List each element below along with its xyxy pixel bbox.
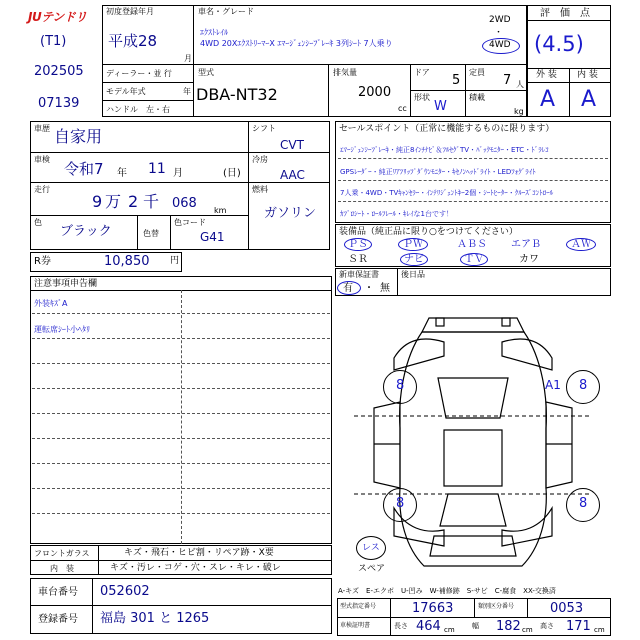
drive-dot: ・ — [494, 28, 504, 38]
first-reg-month-suffix: 月 — [184, 54, 192, 63]
type-code-value: 17663 — [412, 601, 454, 616]
fuel-value: ガソリン — [264, 206, 317, 221]
eq-ps: ＰＳ — [348, 239, 368, 250]
recycle-yen: 円 — [170, 256, 180, 266]
interior-row-value: キズ・汚レ・コゲ・穴・スレ・キレ・破レ — [110, 563, 281, 573]
type-code-label: 型式指定番号 — [340, 603, 377, 610]
ac-value: AAC — [280, 168, 305, 182]
car-grade: 4WD 20XｴｸｽﾄﾘｰﾏｰX ｴﾏｰｼﾞｪﾝｼｰﾌﾞﾚｰｷ 3列ｼｰﾄ 7人乗り — [200, 39, 393, 48]
brand-logo — [28, 6, 100, 22]
mileage-man-unit: 万 — [105, 192, 122, 211]
chassis-value: 052602 — [100, 584, 150, 599]
tire-fr: 8 — [579, 378, 588, 393]
km-unit: km — [214, 206, 227, 215]
class-code-value: 0053 — [550, 601, 584, 616]
score-label: 評 価 点 — [540, 8, 590, 19]
eq-sr: ＳＲ — [348, 254, 368, 265]
eq-leather: カワ — [519, 254, 539, 265]
width-unit: cm — [522, 626, 533, 634]
model-label: 型式 — [198, 68, 214, 77]
door-value: 5 — [452, 73, 461, 88]
displacement-label: 排気量 — [333, 68, 357, 77]
eq-navi: ナビ — [404, 254, 424, 265]
usage-value: 自家用 — [54, 127, 103, 146]
inspection-month-suffix: 月 — [173, 168, 183, 179]
car-name-label: 車名・グレード — [198, 7, 254, 16]
load-label: 積載 — [469, 93, 485, 102]
inspection-day: (日) — [223, 168, 241, 179]
eq-aw: ＡＷ — [571, 239, 591, 250]
warranty-yes: 有 — [343, 283, 353, 294]
mileage-rest: 068 — [172, 196, 197, 211]
dealer-label: ディーラー・並 行 — [106, 69, 172, 78]
capacity-value: 7 — [503, 73, 512, 88]
front-glass-label: フロントガラス — [34, 549, 90, 558]
cc-unit: cc — [398, 104, 407, 113]
eq-airbag: エアＢ — [511, 239, 541, 250]
drive-4wd: 4WD — [489, 40, 511, 50]
usage-label: 車歴 — [34, 124, 50, 133]
recycle-label: R券 — [34, 256, 51, 267]
color-label: 色 — [34, 218, 42, 227]
lot-code-3: 07139 — [38, 96, 80, 111]
plate-label: 登録番号 — [38, 614, 78, 625]
warranty-no: 無 — [380, 283, 390, 294]
spare-label: スペア — [358, 564, 386, 574]
tire-fl: 8 — [396, 378, 405, 393]
interior-row-label: 内 装 — [50, 564, 74, 573]
recycle-value: 10,850 — [104, 254, 150, 269]
capacity-label: 定員 — [469, 68, 485, 77]
sales-point-3: 7人乗・4WD・TVｷｬﾝｾﾗｰ・ｲﾝﾃﾘｼﾞｪﾝﾄｷｰ2個・ｼｰﾄﾋｰﾀｰ・ｸﾙｰｽﾞｺﾝﾄﾛｰﾙ — [340, 189, 554, 197]
warranty-label: 新車保証書 — [339, 270, 379, 279]
height-label: 高さ — [540, 622, 554, 630]
interior-label: 内 装 — [577, 70, 598, 80]
shift-value: CVT — [280, 138, 304, 152]
shape-value: W — [434, 99, 447, 114]
note-2: 運転席ｼｰﾄ小ﾍﾀﾘ — [34, 325, 90, 334]
note-1: 外装ｷｽﾞA — [34, 299, 68, 308]
model-year-suffix: 年 — [183, 87, 191, 96]
eq-tv: ＴＶ — [464, 254, 484, 265]
tire-rl: 8 — [396, 496, 405, 511]
length-unit: cm — [444, 626, 455, 634]
kg-unit: kg — [514, 107, 524, 116]
logo-text: JUテンドリ — [28, 10, 87, 24]
damage-mark-a1: A1 — [545, 378, 561, 392]
spare-circle-text: レス — [362, 543, 380, 553]
inspection-label: 車検 — [34, 155, 50, 164]
mileage-sen-unit: 千 — [143, 192, 160, 211]
mileage-label: 走行 — [34, 185, 50, 194]
equipment-title: 装備品（純正品に限り○をつけてください） — [339, 227, 518, 237]
model-value: DBA-NT32 — [196, 85, 278, 104]
fuel-label: 燃料 — [252, 185, 268, 194]
shift-label: シフト — [252, 124, 276, 133]
sales-points-title: セールスポイント（正常に機能するものに限ります） — [339, 124, 555, 134]
width-label: 幅 — [472, 622, 479, 630]
height-unit: cm — [594, 626, 605, 634]
color-value: ブラック — [60, 224, 112, 239]
import-label: 後日品 — [401, 270, 425, 279]
exterior-score: A — [540, 87, 556, 112]
interior-score: A — [581, 87, 597, 112]
sales-point-1: ｴﾏｰｼﾞｪﾝｼｰﾌﾞﾚｰｷ・純正8ｲﾝﾁﾅﾋﾞ＆ﾌﾙｾｸﾞTV・ﾊﾞｯｸﾓﾆﾀｰ・ETC・ﾄﾞﾗﾚｺ — [340, 146, 549, 154]
tire-rr: 8 — [579, 496, 588, 511]
eq-abs: ＡＢＳ — [457, 239, 487, 250]
shape-label: 形状 — [414, 93, 430, 102]
length-label: 長さ — [394, 622, 408, 630]
sales-point-2: GPSﾚｰﾀﾞｰ・純正ﾘｱﾌﾘｯﾌﾟﾀﾞｳﾝﾓﾆﾀｰ・ｷｾﾉﾝﾍｯﾄﾞﾗｲﾄ・LEDﾌｫｸﾞﾗｲﾄ — [340, 168, 536, 176]
warranty-sep: ・ — [364, 283, 374, 294]
notes-title: 注意事項申告欄 — [34, 279, 98, 289]
handle-label: ハンドル 左・右 — [106, 105, 170, 114]
plate-value: 福島 301 と 1265 — [100, 611, 210, 626]
car-name: ｴｸｽﾄﾚｲﾙ — [200, 28, 228, 37]
height-value: 171 — [566, 619, 591, 634]
color-code-value: G41 — [200, 230, 225, 244]
first-reg-value: 平成28 — [108, 32, 158, 50]
eq-pw: ＰＷ — [403, 239, 423, 250]
model-year-label: モデル年式 — [106, 87, 146, 96]
color-change-label: 色替 — [143, 229, 159, 238]
color-code-label: 色コード — [174, 218, 206, 227]
front-glass-value: キズ・飛石・ヒビ割・リペア跡・X要 — [124, 548, 274, 558]
drive-2wd: 2WD — [489, 15, 511, 25]
score-value: (4.5) — [534, 32, 584, 56]
spec-label: 車検証明書 — [340, 622, 371, 629]
first-reg-label: 初度登録年月 — [106, 7, 154, 16]
length-value: 464 — [416, 619, 441, 634]
chassis-label: 車台番号 — [38, 587, 78, 598]
inspection-month: 11 — [148, 161, 166, 177]
door-label: ドア — [414, 68, 430, 77]
lot-code-2: 202505 — [34, 64, 84, 79]
lot-code-1: (T1) — [40, 34, 67, 49]
displacement-value: 2000 — [358, 85, 392, 100]
damage-legend: A-キズ E-エクボ U-凹み W-補修跡 S-サビ C-腐食 XX-交換済 — [338, 587, 556, 595]
inspection-year-suffix: 年 — [117, 168, 127, 179]
mileage-man: 9 — [92, 192, 103, 211]
ac-label: 冷房 — [252, 155, 268, 164]
inspection-year: 令和7 — [64, 160, 104, 178]
capacity-unit: 人 — [516, 80, 524, 89]
width-value: 182 — [496, 619, 521, 634]
class-code-label: 類別区分番号 — [478, 603, 515, 610]
sales-point-4: ｶﾌﾞﾛｼｰﾄ・ﾛｰﾙﾌﾚｰﾙ・ｷﾚｲな1台です！ — [340, 210, 453, 218]
exterior-label: 外 装 — [536, 70, 557, 80]
mileage-sen: 2 — [128, 192, 139, 211]
